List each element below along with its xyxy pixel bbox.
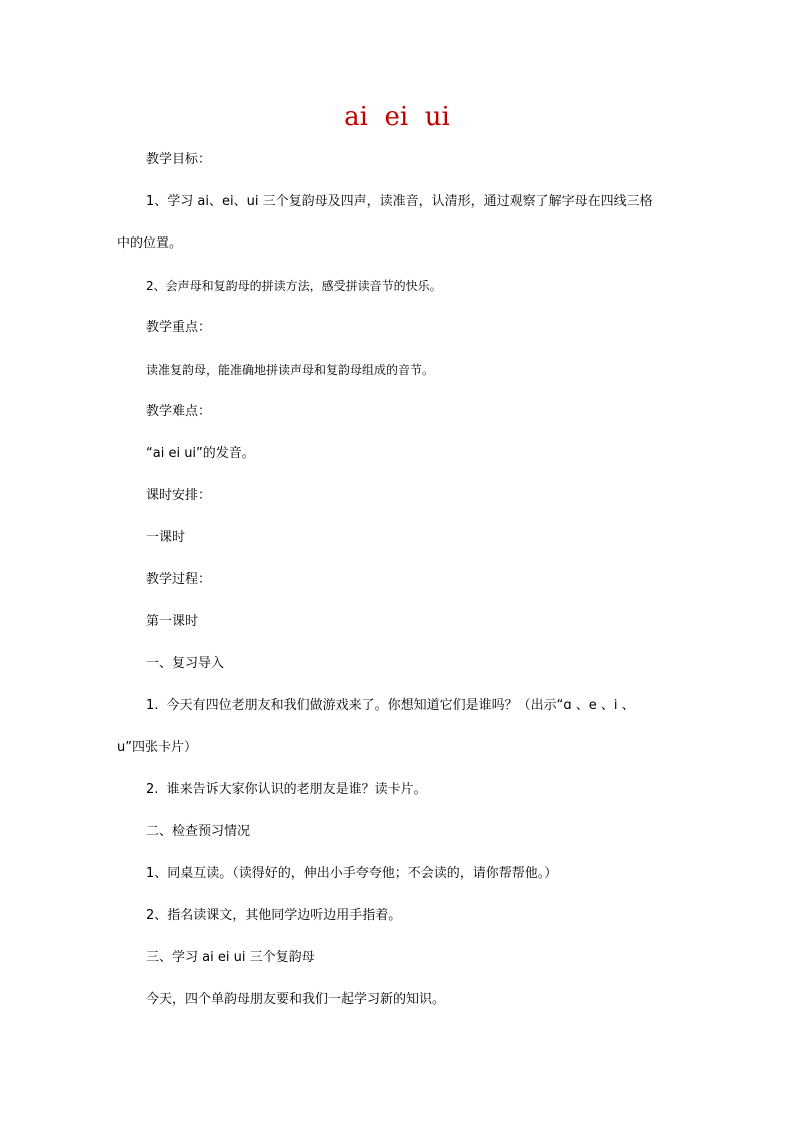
section-heading-schedule: 课时安排：	[146, 488, 212, 503]
objective-1: 1、学习 ai、ei、ui 三个复韵母及四声，读准音，认清形，通过观察了解字母在四线三格	[146, 194, 653, 209]
part-2-heading: 二、检查预习情况	[146, 824, 251, 839]
section-heading-difficulties: 教学难点：	[146, 404, 212, 419]
part-1-step-1: 1. 今天有四位老朋友和我们做游戏来了。你想知道它们是谁吗？（出示“ɑ 、e 、i 、	[146, 698, 635, 713]
objective-1-continued: 中的位置。	[117, 236, 183, 251]
part-3-intro: 今天，四个单韵母朋友要和我们一起学习新的知识。	[146, 992, 446, 1007]
part-1-heading: 一、复习导入	[146, 656, 225, 671]
part-2-step-1: 1、同桌互读。（读得好的，伸出小手夸夸他；不会读的，请你帮帮他。）	[146, 866, 558, 881]
lesson-heading: 第一课时	[146, 614, 199, 629]
key-points-text: 读准复韵母，能准确地拼读声母和复韵母组成的音节。	[146, 363, 435, 377]
schedule-text: 一课时	[146, 530, 186, 545]
section-heading-key-points: 教学重点：	[146, 320, 212, 335]
section-heading-objectives: 教学目标：	[146, 152, 212, 167]
objective-2: 2、会声母和复韵母的拼读方法，感受拼读音节的快乐。	[146, 279, 442, 293]
part-1-step-2: 2. 谁来告诉大家你认识的老朋友是谁？读卡片。	[146, 782, 427, 797]
document-title: ai ei ui	[344, 102, 450, 132]
difficulties-text: “ai ei ui”的发音。	[146, 446, 255, 461]
section-heading-process: 教学过程：	[146, 572, 212, 587]
part-2-step-2: 2、指名读课文，其他同学边听边用手指着。	[146, 908, 402, 923]
part-1-step-1-continued: u”四张卡片）	[117, 740, 197, 755]
part-3-heading: 三、学习 ai ei ui 三个复韵母	[146, 950, 315, 965]
